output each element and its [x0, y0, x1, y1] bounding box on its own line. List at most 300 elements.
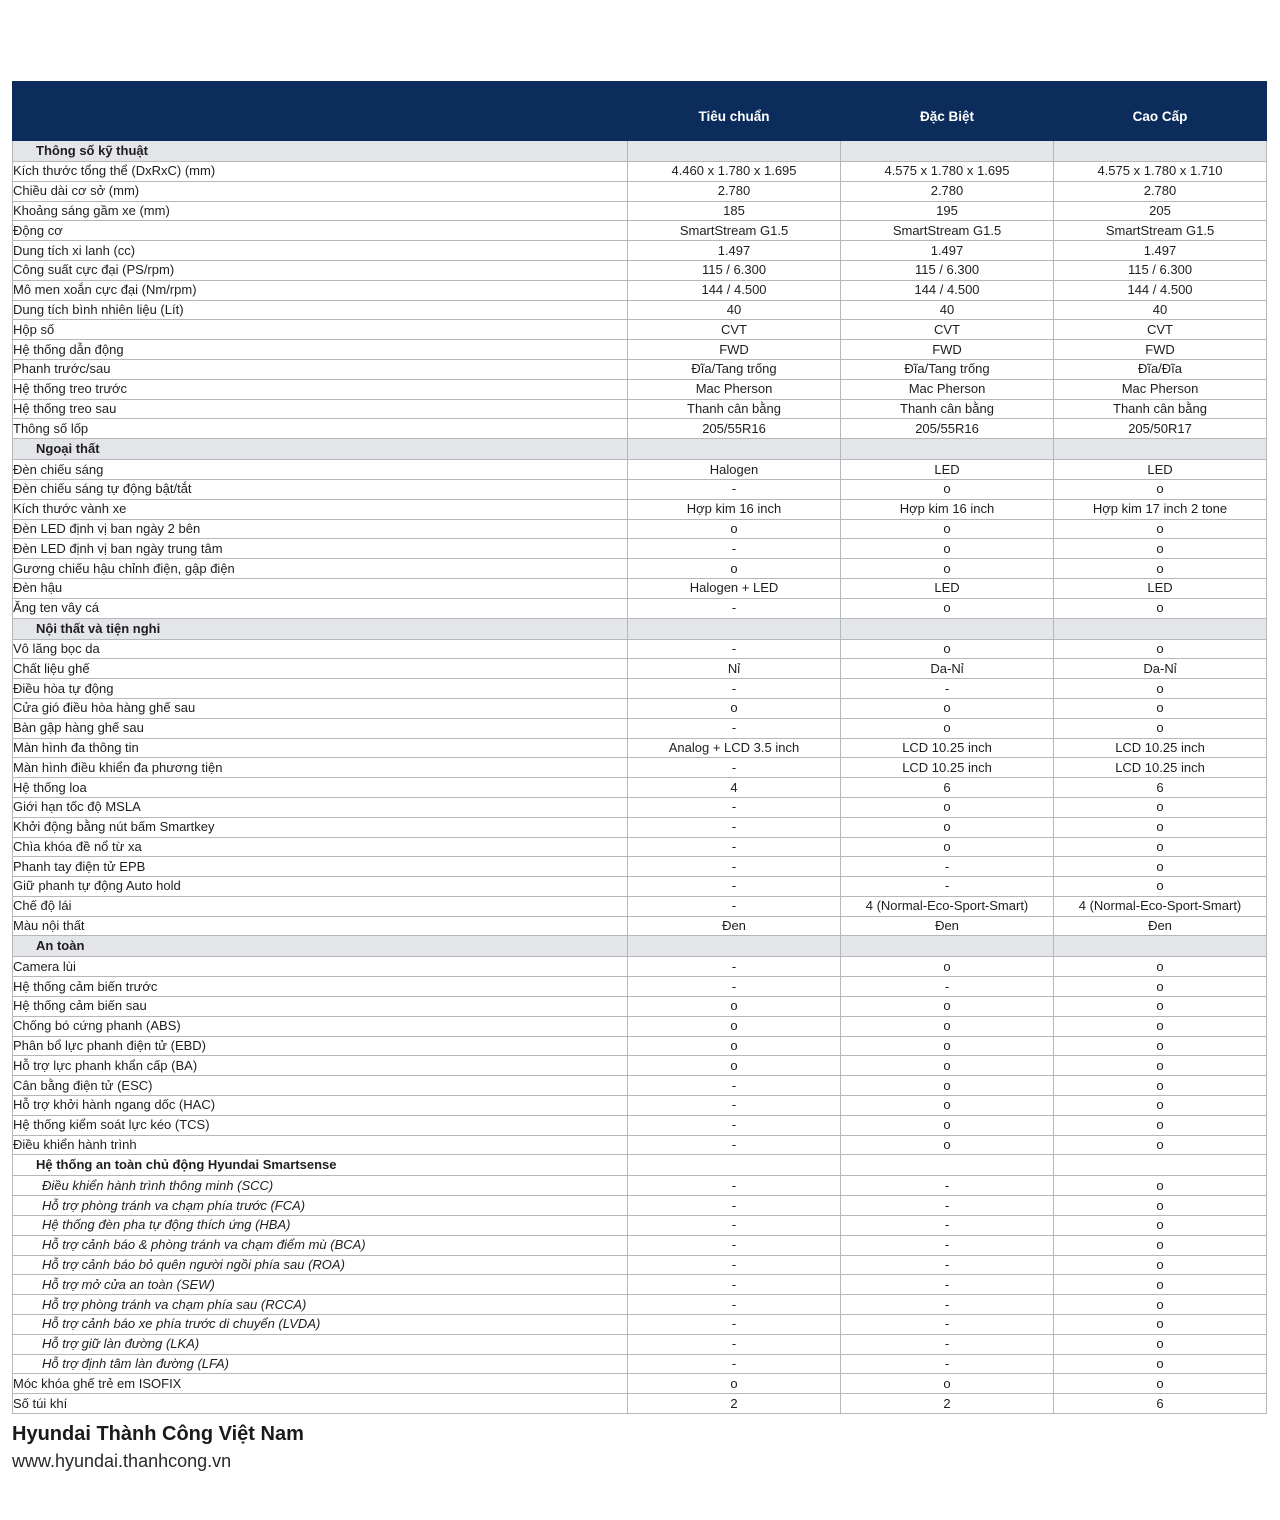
row-value: o — [1054, 679, 1267, 699]
table-row — [13, 1176, 1267, 1196]
row-value: o — [1054, 1176, 1267, 1196]
row-value: - — [628, 679, 841, 699]
table-row — [13, 499, 1267, 519]
table-row — [13, 877, 1267, 897]
row-label: Hệ thống loa — [13, 778, 628, 798]
row-label: Hỗ trợ cảnh báo xe phía trước di chuyển (LVDA) — [13, 1315, 628, 1335]
row-value: - — [628, 957, 841, 977]
row-label: Phân bổ lực phanh điện tử (EBD) — [13, 1036, 628, 1056]
row-value: o — [1054, 539, 1267, 559]
row-value: LED — [1054, 460, 1267, 480]
row-label: Khởi động bằng nút bấm Smartkey — [13, 817, 628, 837]
section-empty-cell — [628, 936, 841, 957]
row-value: 144 / 4.500 — [1054, 280, 1267, 300]
row-label: Đèn chiếu sáng — [13, 460, 628, 480]
row-value: 185 — [628, 201, 841, 221]
row-value: o — [1054, 1275, 1267, 1295]
row-value: FWD — [1054, 340, 1267, 360]
spec-table — [12, 81, 1267, 1414]
row-value: Da-Nỉ — [841, 659, 1054, 679]
section-empty-cell — [628, 618, 841, 639]
row-value: Hợp kim 16 inch — [628, 499, 841, 519]
row-value: LCD 10.25 inch — [841, 758, 1054, 778]
row-value: LED — [841, 460, 1054, 480]
section-header-row — [13, 936, 1267, 957]
row-label: Chế độ lái — [13, 896, 628, 916]
table-row — [13, 797, 1267, 817]
row-value: LCD 10.25 inch — [841, 738, 1054, 758]
row-value: 6 — [1054, 1394, 1267, 1414]
row-label: Màn hình đa thông tin — [13, 738, 628, 758]
row-value: o — [628, 1036, 841, 1056]
section-empty-cell — [1054, 439, 1267, 460]
row-value: o — [841, 598, 1054, 618]
row-value: o — [1054, 1235, 1267, 1255]
row-value: Halogen — [628, 460, 841, 480]
row-value: - — [628, 1354, 841, 1374]
row-value: Thanh cân bằng — [628, 399, 841, 419]
table-row — [13, 460, 1267, 480]
row-value: - — [628, 797, 841, 817]
row-value: o — [1054, 598, 1267, 618]
row-value: 195 — [841, 201, 1054, 221]
row-value: Đen — [841, 916, 1054, 936]
row-value: o — [1054, 1255, 1267, 1275]
row-value: o — [841, 559, 1054, 579]
table-row — [13, 1354, 1267, 1374]
table-row — [13, 997, 1267, 1017]
row-value: o — [1054, 1334, 1267, 1354]
table-row — [13, 659, 1267, 679]
row-value: 2.780 — [628, 181, 841, 201]
section-title: Nội thất và tiện nghi — [13, 618, 628, 639]
row-value: 205/55R16 — [628, 419, 841, 439]
row-value: - — [628, 718, 841, 738]
row-value: Mac Pherson — [841, 379, 1054, 399]
table-row — [13, 519, 1267, 539]
row-value: o — [628, 519, 841, 539]
row-value: 205 — [1054, 201, 1267, 221]
company-name: Hyundai Thành Công Việt Nam — [12, 1423, 304, 1445]
row-value: - — [628, 598, 841, 618]
row-value: Đen — [1054, 916, 1267, 936]
table-row — [13, 1334, 1267, 1354]
row-value: o — [1054, 1036, 1267, 1056]
table-row — [13, 1016, 1267, 1036]
header-cao-cap: Cao Cấp — [1054, 82, 1267, 141]
header-blank-cell — [13, 82, 628, 141]
row-label: Hệ thống treo trước — [13, 379, 628, 399]
row-label: Điều khiển hành trình — [13, 1135, 628, 1155]
table-row — [13, 957, 1267, 977]
row-value: - — [841, 1235, 1054, 1255]
row-value: o — [1054, 1295, 1267, 1315]
table-row — [13, 1275, 1267, 1295]
section-title: Hệ thống an toàn chủ động Hyundai Smartsense — [13, 1155, 628, 1176]
row-value: FWD — [628, 340, 841, 360]
table-row — [13, 738, 1267, 758]
table-row — [13, 758, 1267, 778]
row-value: - — [841, 1315, 1054, 1335]
row-value: 4 (Normal-Eco-Sport-Smart) — [841, 896, 1054, 916]
row-value: Halogen + LED — [628, 578, 841, 598]
row-value: o — [628, 1374, 841, 1394]
row-value: - — [841, 877, 1054, 897]
row-value: o — [1054, 1056, 1267, 1076]
table-row — [13, 639, 1267, 659]
row-value: o — [1054, 997, 1267, 1017]
row-label: Phanh trước/sau — [13, 359, 628, 379]
section-empty-cell — [841, 618, 1054, 639]
row-label: Công suất cực đại (PS/rpm) — [13, 260, 628, 280]
row-value: 115 / 6.300 — [1054, 260, 1267, 280]
row-value: o — [841, 1135, 1054, 1155]
section-empty-cell — [1054, 618, 1267, 639]
row-label: Khoảng sáng gầm xe (mm) — [13, 201, 628, 221]
row-value: o — [628, 1016, 841, 1036]
row-value: - — [628, 1115, 841, 1135]
table-row — [13, 320, 1267, 340]
row-value: - — [628, 1334, 841, 1354]
row-label: Đèn LED định vị ban ngày 2 bên — [13, 519, 628, 539]
row-label: Giới hạn tốc độ MSLA — [13, 797, 628, 817]
row-label: Dung tích xi lanh (cc) — [13, 241, 628, 261]
row-value: o — [628, 1056, 841, 1076]
row-label: Hỗ trợ phòng tránh va chạm phía sau (RCCA) — [13, 1295, 628, 1315]
table-row — [13, 837, 1267, 857]
table-row — [13, 857, 1267, 877]
section-empty-cell — [841, 936, 1054, 957]
row-label: Số túi khí — [13, 1394, 628, 1414]
table-row — [13, 539, 1267, 559]
row-value: o — [1054, 877, 1267, 897]
row-value: o — [1054, 519, 1267, 539]
row-value: - — [841, 1295, 1054, 1315]
table-row — [13, 1196, 1267, 1216]
row-value: LCD 10.25 inch — [1054, 758, 1267, 778]
row-value: Nỉ — [628, 659, 841, 679]
row-value: - — [628, 1255, 841, 1275]
row-label: Hỗ trợ mở cửa an toàn (SEW) — [13, 1275, 628, 1295]
row-value: - — [628, 837, 841, 857]
row-value: o — [841, 957, 1054, 977]
row-value: 40 — [628, 300, 841, 320]
row-label: Bàn gập hàng ghế sau — [13, 718, 628, 738]
table-row — [13, 718, 1267, 738]
table-row — [13, 598, 1267, 618]
table-row — [13, 241, 1267, 261]
row-label: Chìa khóa đề nổ từ xa — [13, 837, 628, 857]
table-row — [13, 280, 1267, 300]
row-value: o — [841, 817, 1054, 837]
row-label: Giữ phanh tự động Auto hold — [13, 877, 628, 897]
row-value: - — [628, 1176, 841, 1196]
row-label: Cân bằng điện tử (ESC) — [13, 1076, 628, 1096]
table-row — [13, 896, 1267, 916]
row-value: Đĩa/Tang trống — [841, 359, 1054, 379]
row-label: Camera lùi — [13, 957, 628, 977]
row-value: 205/55R16 — [841, 419, 1054, 439]
table-row — [13, 1216, 1267, 1236]
row-value: o — [841, 639, 1054, 659]
row-value: 2.780 — [1054, 181, 1267, 201]
row-value: - — [628, 817, 841, 837]
row-value: o — [1054, 559, 1267, 579]
row-label: Hỗ trợ khởi hành ngang dốc (HAC) — [13, 1096, 628, 1116]
row-value: - — [628, 1096, 841, 1116]
row-value: 115 / 6.300 — [841, 260, 1054, 280]
row-value: o — [1054, 1196, 1267, 1216]
row-value: Thanh cân bằng — [1054, 399, 1267, 419]
row-value: - — [841, 1196, 1054, 1216]
row-value: LCD 10.25 inch — [1054, 738, 1267, 758]
row-label: Hỗ trợ lực phanh khẩn cấp (BA) — [13, 1056, 628, 1076]
website-link[interactable]: www.hyundai.thanhcong.vn — [12, 1451, 232, 1471]
row-value: - — [628, 1196, 841, 1216]
section-empty-cell — [628, 141, 841, 162]
row-value: o — [841, 1016, 1054, 1036]
row-value: 40 — [1054, 300, 1267, 320]
row-label: Gương chiếu hậu chỉnh điện, gập điện — [13, 559, 628, 579]
table-row — [13, 916, 1267, 936]
row-value: - — [628, 877, 841, 897]
row-value: o — [841, 1096, 1054, 1116]
row-value: LED — [1054, 578, 1267, 598]
row-value: 4 — [628, 778, 841, 798]
row-value: SmartStream G1.5 — [841, 221, 1054, 241]
row-label: Hộp số — [13, 320, 628, 340]
table-row — [13, 578, 1267, 598]
row-value: 4.575 x 1.780 x 1.695 — [841, 162, 1054, 182]
row-label: Hỗ trợ phòng tránh va chạm phía trước (FCA) — [13, 1196, 628, 1216]
row-value: o — [1054, 957, 1267, 977]
row-value: CVT — [1054, 320, 1267, 340]
row-value: o — [1054, 1135, 1267, 1155]
row-value: o — [1054, 817, 1267, 837]
row-value: - — [841, 857, 1054, 877]
row-label: Hỗ trợ cảnh báo & phòng tránh va chạm điểm mù (BCA) — [13, 1235, 628, 1255]
row-value: o — [1054, 1374, 1267, 1394]
row-label: Chất liệu ghế — [13, 659, 628, 679]
row-label: Móc khóa ghế trẻ em ISOFIX — [13, 1374, 628, 1394]
row-label: Hỗ trợ định tâm làn đường (LFA) — [13, 1354, 628, 1374]
row-value: o — [1054, 797, 1267, 817]
row-value: 144 / 4.500 — [628, 280, 841, 300]
row-value: - — [628, 479, 841, 499]
row-value: - — [628, 977, 841, 997]
row-label: Phanh tay điện tử EPB — [13, 857, 628, 877]
row-value: o — [628, 997, 841, 1017]
row-value: - — [628, 857, 841, 877]
row-value: Mac Pherson — [628, 379, 841, 399]
row-value: o — [1054, 1216, 1267, 1236]
table-row — [13, 778, 1267, 798]
row-value: CVT — [628, 320, 841, 340]
row-value: 6 — [1054, 778, 1267, 798]
section-empty-cell — [841, 141, 1054, 162]
row-value: o — [1054, 1115, 1267, 1135]
table-row — [13, 162, 1267, 182]
row-value: o — [841, 1056, 1054, 1076]
section-title: An toàn — [13, 936, 628, 957]
section-header-row — [13, 141, 1267, 162]
section-empty-cell — [628, 439, 841, 460]
section-empty-cell — [1054, 141, 1267, 162]
row-value: o — [1054, 837, 1267, 857]
row-value: Đen — [628, 916, 841, 936]
row-label: Thông số lốp — [13, 419, 628, 439]
row-value: o — [841, 797, 1054, 817]
row-value: o — [628, 698, 841, 718]
row-value: o — [1054, 1315, 1267, 1335]
section-empty-cell — [628, 1155, 841, 1176]
row-label: Hệ thống cảm biến sau — [13, 997, 628, 1017]
row-value: o — [1054, 1016, 1267, 1036]
table-row — [13, 1135, 1267, 1155]
row-value: o — [841, 698, 1054, 718]
table-row — [13, 559, 1267, 579]
row-value: o — [1054, 1076, 1267, 1096]
section-header-row — [13, 618, 1267, 639]
table-row — [13, 1096, 1267, 1116]
table-row — [13, 399, 1267, 419]
row-value: - — [841, 1176, 1054, 1196]
row-value: - — [841, 1354, 1054, 1374]
row-value: - — [628, 539, 841, 559]
row-value: o — [1054, 698, 1267, 718]
row-label: Chống bó cứng phanh (ABS) — [13, 1016, 628, 1036]
row-value: 40 — [841, 300, 1054, 320]
row-value: o — [841, 1374, 1054, 1394]
row-value: o — [628, 559, 841, 579]
table-row — [13, 1235, 1267, 1255]
row-value: SmartStream G1.5 — [1054, 221, 1267, 241]
row-label: Đèn hậu — [13, 578, 628, 598]
table-row — [13, 679, 1267, 699]
row-label: Dung tích bình nhiên liệu (Lít) — [13, 300, 628, 320]
row-value: o — [1054, 718, 1267, 738]
row-value: o — [841, 479, 1054, 499]
row-value: Mac Pherson — [1054, 379, 1267, 399]
table-row — [13, 300, 1267, 320]
row-value: 2.780 — [841, 181, 1054, 201]
row-value: 4 (Normal-Eco-Sport-Smart) — [1054, 896, 1267, 916]
row-value: Đĩa/Đĩa — [1054, 359, 1267, 379]
table-row — [13, 419, 1267, 439]
section-title: Ngoại thất — [13, 439, 628, 460]
table-row — [13, 1036, 1267, 1056]
row-value: SmartStream G1.5 — [628, 221, 841, 241]
row-value: - — [841, 1334, 1054, 1354]
row-value: 1.497 — [841, 241, 1054, 261]
row-value: - — [628, 1216, 841, 1236]
row-label: Hệ thống treo sau — [13, 399, 628, 419]
row-value: o — [841, 1115, 1054, 1135]
table-row — [13, 977, 1267, 997]
table-row — [13, 379, 1267, 399]
row-value: - — [628, 639, 841, 659]
row-value: o — [841, 1036, 1054, 1056]
row-value: 1.497 — [628, 241, 841, 261]
row-value: 6 — [841, 778, 1054, 798]
row-value: FWD — [841, 340, 1054, 360]
row-value: o — [841, 997, 1054, 1017]
row-value: o — [841, 718, 1054, 738]
table-row — [13, 479, 1267, 499]
table-row — [13, 201, 1267, 221]
table-row — [13, 1394, 1267, 1414]
row-label: Màn hình điều khiển đa phương tiện — [13, 758, 628, 778]
section-empty-cell — [841, 1155, 1054, 1176]
row-label: Mô men xoắn cực đại (Nm/rpm) — [13, 280, 628, 300]
table-row — [13, 1115, 1267, 1135]
table-row — [13, 817, 1267, 837]
row-value: - — [628, 1135, 841, 1155]
row-value: o — [841, 1076, 1054, 1096]
row-label: Hỗ trợ giữ làn đường (LKA) — [13, 1334, 628, 1354]
row-value: 2 — [841, 1394, 1054, 1414]
row-label: Kích thước tổng thể (DxRxC) (mm) — [13, 162, 628, 182]
row-value: - — [628, 1235, 841, 1255]
row-label: Đèn chiếu sáng tự động bật/tắt — [13, 479, 628, 499]
row-value: o — [841, 519, 1054, 539]
row-value: o — [1054, 1354, 1267, 1374]
table-row — [13, 181, 1267, 201]
table-row — [13, 340, 1267, 360]
row-value: Thanh cân bằng — [841, 399, 1054, 419]
table-row — [13, 1295, 1267, 1315]
section-title: Thông số kỹ thuật — [13, 141, 628, 162]
row-value: Analog + LCD 3.5 inch — [628, 738, 841, 758]
row-label: Điều hòa tự động — [13, 679, 628, 699]
table-row — [13, 1315, 1267, 1335]
row-label: Vô lăng bọc da — [13, 639, 628, 659]
row-value: o — [1054, 479, 1267, 499]
row-value: - — [628, 758, 841, 778]
row-label: Hệ thống dẫn động — [13, 340, 628, 360]
row-label: Màu nội thất — [13, 916, 628, 936]
row-value: o — [1054, 857, 1267, 877]
row-label: Đèn LED định vị ban ngày trung tâm — [13, 539, 628, 559]
row-value: Hợp kim 16 inch — [841, 499, 1054, 519]
row-value: 115 / 6.300 — [628, 260, 841, 280]
table-row — [13, 260, 1267, 280]
row-value: - — [628, 1275, 841, 1295]
table-row — [13, 1374, 1267, 1394]
row-label: Ăng ten vây cá — [13, 598, 628, 618]
table-row — [13, 359, 1267, 379]
row-value: - — [628, 1076, 841, 1096]
row-value: 144 / 4.500 — [841, 280, 1054, 300]
table-row — [13, 1076, 1267, 1096]
row-value: 1.497 — [1054, 241, 1267, 261]
row-value: - — [841, 1255, 1054, 1275]
row-value: - — [628, 1295, 841, 1315]
row-value: - — [841, 1216, 1054, 1236]
header-tieu-chuan: Tiêu chuẩn — [628, 82, 841, 141]
spec-table-body — [13, 141, 1267, 1414]
row-value: 205/50R17 — [1054, 419, 1267, 439]
row-value: - — [841, 1275, 1054, 1295]
row-value: o — [841, 837, 1054, 857]
row-value: - — [841, 679, 1054, 699]
row-value: 4.575 x 1.780 x 1.710 — [1054, 162, 1267, 182]
row-label: Hệ thống cảm biến trước — [13, 977, 628, 997]
row-value: 2 — [628, 1394, 841, 1414]
section-empty-cell — [1054, 936, 1267, 957]
footer — [12, 1420, 304, 1474]
table-header-row — [13, 82, 1267, 141]
